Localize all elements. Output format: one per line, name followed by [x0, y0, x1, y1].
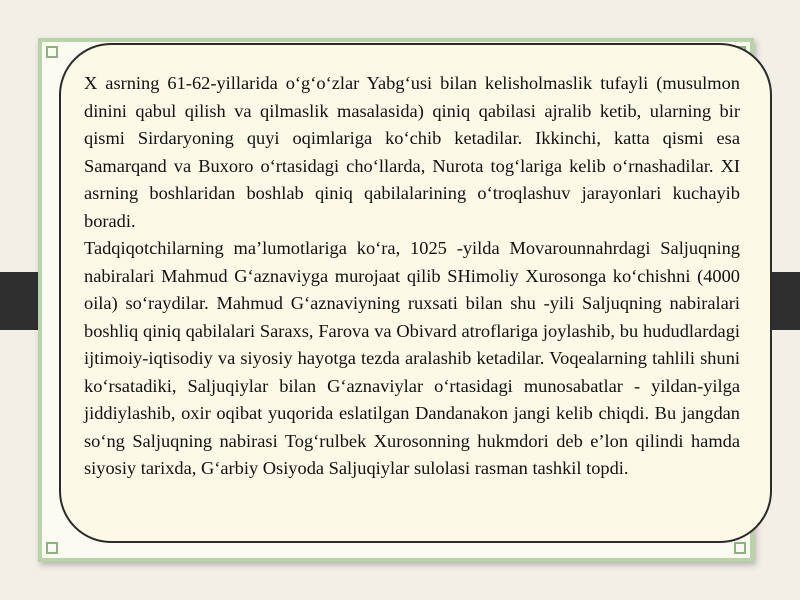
left-side-bar — [0, 272, 38, 330]
corner-ornament — [46, 46, 58, 58]
paragraph-second: Tadqiqotchilarning ma’lumotlariga ko‘ra, 1025 -yilda Movarounnahrdagi Saljuqning nabiralari Mahmud G‘aznaviyga murojaat qilib SHimoliy Xurosonga ko‘chishni (4000 oila) so‘raydilar. Mahmud G‘aznaviyning ruxsati bilan shu -yili Saljuqning nabiralari boshliq qiniq qabilalari Saraxs, Farova va Obivard atroflariga joylashib, bu hududlardagi ijtimoiy-iqtisodiy va siyosiy hayotga tezda aralashib ketadilar. Voqealarning tahlili shuni ko‘rsatadiki, Saljuqiylar bilan G‘aznaviylar o‘rtasidagi munosabatlar - yildan-yilga jiddiylashib, oxir oqibat yuqorida eslatilgan Dandanakon jangi kelib chiqdi. Bu jangdan so‘ng Saljuqning nabirasi Tog‘rulbek Xurosonning hukmdori deb e’lon qilindi hamda siyosiy tarixda, G‘arbiy Osiyoda Saljuqiylar sulolasi rasman tashkil topdi. — [84, 238, 740, 478]
corner-ornament — [734, 542, 746, 554]
text-card — [59, 43, 772, 543]
corner-ornament — [46, 542, 58, 554]
paragraph-first: X asrning 61-62-yillarida o‘g‘o‘zlar Yabg‘usi bilan kelisholmaslik tufayli (musulmon dinini qabul qilish va qilmaslik masalasida) qiniq qabilasi ajralib ketib, ularning bir qismi Sirdaryoning quyi oqimlariga ko‘chib ketadilar. Ikkinchi, katta qismi esa Samarqand va Buxoro o‘rtasidagi cho‘llarda, Nurota tog‘lariga kelib o‘rnashadilar. XI asrning boshlaridan boshlab qiniq qabilalarining o‘troqlashuv jarayonlari kuchayib boradi. — [84, 73, 740, 231]
